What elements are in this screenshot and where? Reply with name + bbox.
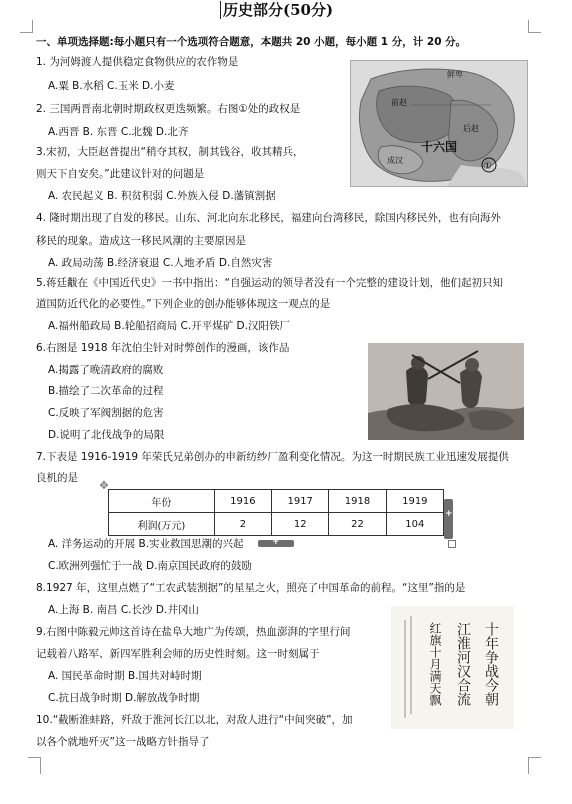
question-6-option-a: A.揭露了晚清政府的腐败 — [48, 364, 164, 376]
table-value-1917: 12 — [272, 513, 329, 536]
question-5-options: A.福州船政局 B.轮船招商局 C.开平煤矿 D.汉阳铁厂 — [48, 320, 290, 332]
table-year-1918: 1918 — [329, 490, 386, 513]
table-value-1919: 104 — [386, 513, 443, 536]
table-value-1916: 2 — [214, 513, 271, 536]
table-year-1917: 1917 — [272, 490, 329, 513]
add-column-plus-icon: + — [445, 509, 453, 519]
question-3-options: A. 农民起义 B. 积贫积弱 C.外族入侵 D.藩镇割据 — [48, 190, 276, 202]
calligraphy-column-3: 红旗十月满天飘 — [428, 622, 442, 706]
question-9: 9.右图中陈毅元帅这首诗在盐阜大地广为传颂，热血澎湃的字里行间 — [36, 626, 351, 638]
map-label-chenghan: 成汉 — [387, 156, 403, 165]
corner-mark-top-right — [528, 20, 541, 33]
table-row — [109, 513, 444, 536]
map-label-xianbei: 鲜卑 — [447, 70, 463, 79]
table-row — [109, 490, 444, 513]
sixteen-kingdoms-map — [350, 60, 528, 187]
table-year-1916: 1916 — [214, 490, 271, 513]
question-9-cont: 记载着八路军、新四军胜利会师的历史性时刻。这一时刻属于 — [36, 648, 320, 660]
question-1-options: A.粟 B.水稻 C.玉米 D.小麦 — [48, 80, 175, 92]
question-1: 1. 为河姆渡人提供稳定食物供应的农作物是 — [36, 56, 239, 68]
page-title: 历史部分(50分) — [220, 1, 335, 19]
question-5-cont: 道国防近代化的必要性。”下列企业的创办能够体现这一观点的是 — [36, 298, 331, 310]
table-row-label: 利润(万元) — [109, 513, 215, 536]
question-7-options-1: A. 洋务运动的开展 B.实业救国思潮的兴起 — [48, 538, 244, 550]
section-heading: 一、单项选择题:每小题只有一个选项符合题意，本题共 20 小题，每小题 1 分，计 20 分。 — [36, 36, 467, 48]
question-6-option-c: C.反映了军阀割据的危害 — [48, 407, 164, 419]
question-6-option-b: B.描绘了二次革命的过程 — [48, 385, 164, 397]
question-7-options-2: C.欧洲列强忙于一战 D.南京国民政府的鼓励 — [48, 560, 252, 572]
question-3: 3.宋初，大臣赵普提出“稍夺其权，制其钱谷，收其精兵， — [36, 146, 304, 158]
corner-mark-bottom-right — [528, 757, 541, 774]
warlord-cartoon-image — [368, 343, 524, 440]
question-7: 7.下表是 1916-1919 年荣氏兄弟创办的申新纺纱厂盈利变化情况。为这一时期民族工业迅速发展提供 — [36, 451, 509, 463]
map-label-qianzhao: 前赵 — [391, 98, 407, 107]
calligraphy-column-2: 江淮河汉合流 — [455, 622, 471, 706]
map-label-houzhao: 后赵 — [463, 124, 479, 133]
calligraphy-column-1: 十年争战今朝 — [483, 622, 499, 706]
question-4-cont: 移民的现象。造成这一移民风潮的主要原因是 — [36, 235, 246, 247]
question-4-options: A. 政局动荡 B.经济衰退 C.人地矛盾 D.自然灾害 — [48, 257, 273, 269]
question-9-options-1: A. 国民革命时期 B.国共对峙时期 — [48, 670, 202, 682]
table-year-1919: 1919 — [386, 490, 443, 513]
profit-table — [108, 489, 444, 536]
question-6: 6.右图是 1918 年沈伯尘针对时弊创作的漫画，该作品 — [36, 342, 290, 354]
corner-mark-top-left — [20, 20, 33, 33]
corner-mark-bottom-left — [28, 757, 41, 774]
map-marker-1: ① — [483, 161, 492, 172]
chen-yi-calligraphy-image — [391, 606, 514, 729]
question-4: 4. 隆时期出现了自发的移民。山东、河北向东北移民，福建向台湾移民，除国内移民外，也有向海外 — [36, 212, 501, 224]
question-10-cont: 以各个就地歼灭”这一战略方针指导了 — [36, 736, 210, 748]
table-add-column-handle[interactable] — [444, 499, 453, 539]
map-label-shiliuguo: 十六国 — [421, 140, 458, 154]
add-row-plus-icon: + — [272, 537, 280, 547]
question-2-options: A.西晋 B. 东晋 C.北魏 D.北齐 — [48, 126, 189, 138]
question-10: 10.“截断淮蚌路，歼敌于淮河长江以北，对敌人进行“中间突破”，加 — [36, 714, 353, 726]
question-9-options-2: C.抗日战争时期 D.解放战争时期 — [48, 692, 200, 704]
question-6-option-d: D.说明了北伐战争的局限 — [48, 429, 165, 441]
question-8: 8.1927 年，这里点燃了“工农武装割据”的星星之火，照亮了中国革命的前程。“这里”指的是 — [36, 582, 466, 594]
table-move-handle-icon[interactable]: ✥ — [99, 479, 109, 492]
question-7-cont: 良机的是 — [36, 472, 78, 484]
question-3-cont: 则天下自安矣。”此建议针对的问题是 — [36, 168, 205, 180]
question-2: 2. 三国两晋南北朝时期政权更迭频繁。右图①处的政权是 — [36, 103, 301, 115]
question-5: 5.蒋廷黻在《中国近代史》一书中指出：“自强运动的领导者没有一个完整的建设计划，他们起初只知 — [36, 277, 503, 289]
table-header-label: 年份 — [109, 490, 215, 513]
table-resize-handle[interactable] — [448, 540, 456, 548]
question-8-options: A.上海 B. 南昌 C.长沙 D.井冈山 — [48, 604, 199, 616]
table-value-1918: 22 — [329, 513, 386, 536]
